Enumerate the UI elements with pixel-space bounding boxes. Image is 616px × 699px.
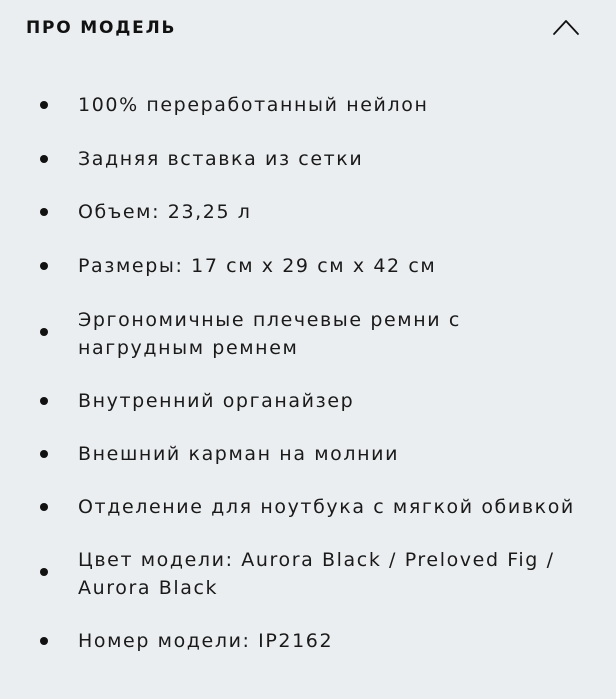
- bullet-icon: [40, 101, 48, 109]
- bullet-icon: [40, 155, 48, 163]
- section-title: ПРО МОДЕЛЬ: [26, 18, 177, 38]
- feature-text: Внешний карман на молнии: [78, 443, 400, 465]
- feature-text: Объем: 23,25 л: [78, 201, 252, 223]
- feature-text: Отделение для ноутбука с мягкой обивкой: [78, 496, 575, 518]
- section-header[interactable]: [0, 0, 616, 60]
- bullet-icon: [40, 397, 48, 405]
- bullet-icon: [40, 208, 48, 216]
- feature-text: Задняя вставка из сетки: [78, 148, 364, 170]
- bullet-icon: [40, 262, 48, 270]
- bullet-icon: [40, 450, 48, 458]
- bullet-icon: [40, 503, 48, 511]
- feature-text: Внутренний органайзер: [78, 390, 355, 412]
- bullet-icon: [40, 568, 48, 576]
- feature-text: Номер модели: IP2162: [78, 630, 334, 652]
- chevron-up-icon[interactable]: [552, 18, 580, 36]
- bullet-icon: [40, 328, 48, 336]
- feature-text: Эргономичные плечевые ремни с нагрудным ремнем: [78, 309, 461, 359]
- feature-text: Размеры: 17 см x 29 см x 42 см: [78, 255, 437, 277]
- feature-text: Цвет модели: Aurora Black / Preloved Fig / Aurora Black: [78, 549, 555, 599]
- bullet-icon: [40, 637, 48, 645]
- feature-text: 100% переработанный нейлон: [78, 94, 429, 116]
